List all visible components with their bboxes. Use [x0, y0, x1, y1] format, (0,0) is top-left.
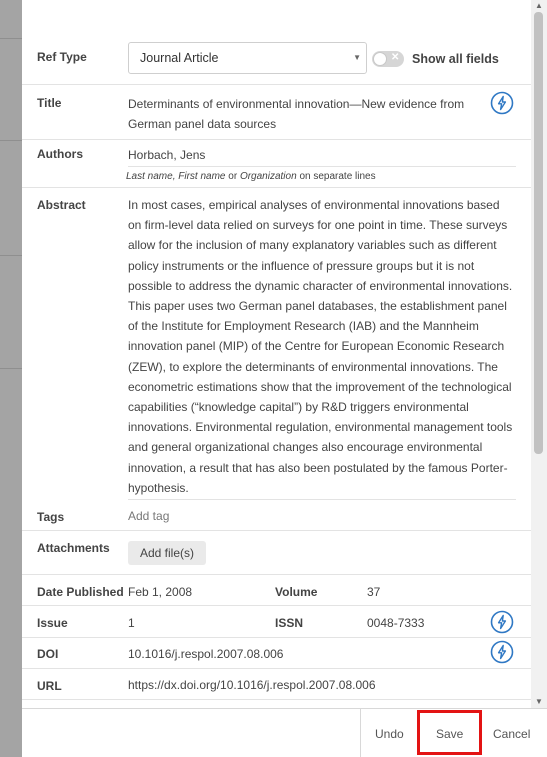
tags-label: Tags: [37, 510, 65, 524]
volume-label: Volume: [275, 585, 318, 599]
show-all-fields-toggle[interactable]: [372, 51, 404, 67]
show-all-fields-label[interactable]: Show all fields: [412, 52, 499, 66]
background-divider: [0, 38, 22, 39]
volume-field[interactable]: 37: [367, 585, 381, 599]
hint-organization: Organization: [239, 171, 297, 182]
divider: [22, 187, 531, 188]
divider: [22, 530, 531, 531]
abstract-label: Abstract: [37, 198, 86, 212]
divider: [128, 499, 516, 500]
panel-scrollbar[interactable]: [531, 0, 547, 708]
scroll-up-arrow-icon[interactable]: ▲: [535, 1, 543, 10]
divider: [22, 668, 531, 669]
issn-field[interactable]: 0048-7333: [367, 616, 425, 630]
ref-type-select[interactable]: [128, 42, 367, 74]
divider: [22, 139, 531, 140]
cancel-button[interactable]: Cancel: [493, 727, 531, 741]
lightning-bolt-icon[interactable]: [490, 91, 514, 115]
issn-label: ISSN: [275, 616, 304, 630]
undo-button[interactable]: Undo: [375, 727, 404, 741]
ref-type-value: Journal Article: [140, 51, 219, 65]
close-icon: ✕: [391, 52, 400, 63]
authors-field[interactable]: Horbach, Jens: [128, 148, 206, 162]
footer-separator: [360, 709, 361, 757]
panel-footer: [22, 708, 547, 757]
divider: [22, 699, 531, 700]
divider: [22, 84, 531, 85]
abstract-field[interactable]: In most cases, empirical analyses of environmental innovations based on firm-level data relied on surveys for one point in time. These surveys allow for the inclusion of many explanatory variables such as different policy instruments or the influence of pressure groups but it is not possible to address the dynamic character of environmental innovations. This paper uses two German panel databases, the establishment panel of the Institute for Employment Research (IAB) and the Mannheim innovation panel (MIP) of the Centre for European Economic Research (ZEW), to explore the determinants of environmental innovations. The econometric estimations show that the improvement of the technological capabilities (“knowledge capital”) by R&D triggers environmental innovations. Environmental regulation, environmental management tools and general organizational changes also encourage environmental innovation, a result that has also been postulated by the famous Porter-hypothesis.: [128, 198, 513, 495]
background-divider: [0, 255, 22, 256]
url-label: URL: [37, 679, 62, 693]
tags-input[interactable]: Add tag: [128, 509, 170, 523]
title-line: Determinants of environmental innovation—New evidence from: [128, 97, 465, 111]
title-label: Title: [37, 96, 62, 110]
reference-edit-panel: [22, 0, 531, 708]
hint-or: or: [228, 171, 238, 182]
authors-label: Authors: [37, 147, 83, 161]
scroll-down-arrow-icon[interactable]: ▼: [535, 697, 543, 706]
title-line: German panel data sources: [128, 117, 277, 132]
title-field[interactable]: [128, 94, 464, 134]
issue-label: Issue: [37, 616, 68, 630]
scrollbar-thumb[interactable]: [534, 12, 543, 454]
doi-label: DOI: [37, 647, 59, 661]
issue-field[interactable]: 1: [128, 616, 135, 630]
hint-tail: on separate lines: [299, 171, 376, 182]
add-files-button[interactable]: Add file(s): [128, 541, 206, 565]
divider: [22, 574, 531, 575]
doi-field[interactable]: 10.1016/j.respol.2007.08.006: [128, 647, 284, 661]
attachments-label: Attachments: [37, 541, 110, 555]
toggle-knob: [373, 52, 387, 66]
date-published-label: Date Published: [37, 585, 124, 599]
background-divider: [0, 140, 22, 141]
save-button[interactable]: Save: [436, 727, 464, 741]
hint-name-format: Last name, First name: [126, 171, 226, 182]
save-highlight-box: [417, 710, 482, 755]
divider: [22, 605, 531, 606]
background-divider: [0, 368, 22, 369]
divider: [22, 637, 531, 638]
lightning-bolt-icon[interactable]: [490, 610, 514, 634]
lightning-bolt-icon[interactable]: [490, 640, 514, 664]
date-published-field[interactable]: Feb 1, 2008: [128, 585, 193, 599]
ref-type-label: Ref Type: [37, 50, 87, 64]
authors-hint: [126, 171, 376, 182]
divider: [128, 166, 516, 167]
url-field[interactable]: https://dx.doi.org/10.1016/j.respol.2007.08.006: [128, 678, 376, 692]
chevron-down-icon: ▼: [353, 53, 361, 62]
background-page: [0, 0, 22, 757]
